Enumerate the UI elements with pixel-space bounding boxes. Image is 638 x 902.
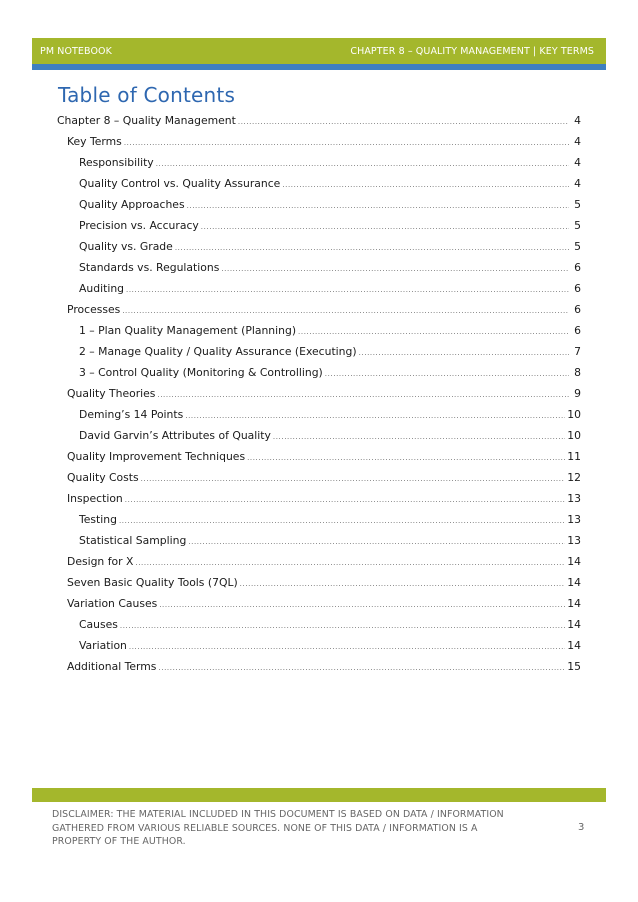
toc-entry-label: Causes	[79, 618, 118, 631]
toc-entry-label: Chapter 8 – Quality Management	[57, 114, 236, 127]
header-left-label: PM NOTEBOOK	[40, 45, 112, 57]
toc-entry[interactable]	[57, 320, 581, 341]
toc-dot-leader	[120, 616, 565, 635]
toc-dot-leader	[126, 280, 569, 299]
toc-entry-label: David Garvin’s Attributes of Quality	[79, 429, 271, 442]
toc-entry[interactable]	[57, 278, 581, 299]
toc-entry-label: Deming’s 14 Points	[79, 408, 184, 421]
toc-entry-label: 1 – Plan Quality Management (Planning)	[79, 324, 297, 337]
toc-entry-page: 10	[567, 408, 581, 421]
toc-dot-leader	[185, 406, 565, 425]
toc-entry-label: Processes	[67, 303, 121, 316]
toc-entry-page: 14	[567, 618, 581, 631]
toc-entry-page: 14	[567, 597, 581, 610]
toc-dot-leader	[119, 511, 565, 530]
toc-entry-page: 5	[574, 240, 581, 253]
toc-entry-label: Quality Theories	[67, 387, 156, 400]
toc-entry[interactable]	[57, 215, 581, 236]
toc-entry[interactable]	[57, 383, 581, 404]
toc-entry-label: Variation	[79, 639, 127, 652]
toc-entry-page: 13	[567, 492, 581, 505]
toc-entry[interactable]	[57, 404, 581, 425]
toc-entry-label: Precision vs. Accuracy	[79, 219, 199, 232]
toc-dot-leader	[359, 343, 569, 362]
toc-entry[interactable]	[57, 425, 581, 446]
toc-dot-leader	[122, 301, 569, 320]
toc-entry[interactable]	[57, 509, 581, 530]
toc-entry[interactable]	[57, 257, 581, 278]
toc-dot-leader	[201, 217, 569, 236]
toc-entry-label: Statistical Sampling	[79, 534, 187, 547]
toc-entry-page: 6	[574, 282, 581, 295]
toc-entry[interactable]	[57, 110, 581, 131]
toc-entry-label: 2 – Manage Quality / Quality Assurance (Executing)	[79, 345, 357, 358]
toc-entry-label: Additional Terms	[67, 660, 157, 673]
toc-entry[interactable]	[57, 467, 581, 488]
toc-entry-label: Standards vs. Regulations	[79, 261, 220, 274]
toc-entry[interactable]	[57, 152, 581, 173]
toc-dot-leader	[221, 259, 569, 278]
toc-entry-label: Responsibility	[79, 156, 154, 169]
toc-entry[interactable]	[57, 572, 581, 593]
toc-dot-leader	[273, 427, 565, 446]
toc-entry[interactable]	[57, 362, 581, 383]
toc-dot-leader	[141, 469, 566, 488]
toc-dot-leader	[158, 658, 565, 677]
toc-entry-page: 6	[574, 261, 581, 274]
toc-dot-leader	[282, 175, 569, 194]
page-number: 3	[578, 822, 585, 833]
toc-dot-leader	[247, 448, 565, 467]
toc-entry-page: 4	[574, 177, 581, 190]
toc-entry[interactable]	[57, 341, 581, 362]
page-header	[32, 38, 606, 64]
toc-entry-page: 4	[574, 114, 581, 127]
toc-entry-page: 6	[574, 303, 581, 316]
toc-dot-leader	[129, 637, 565, 656]
toc-entry[interactable]	[57, 593, 581, 614]
toc-title: Table of Contents	[58, 83, 236, 107]
toc-dot-leader	[157, 385, 569, 404]
header-right-label: CHAPTER 8 – QUALITY MANAGEMENT | KEY TERMS	[350, 45, 594, 57]
toc-entry-page: 14	[567, 576, 581, 589]
toc-entry-label: Inspection	[67, 492, 123, 505]
toc-entry[interactable]	[57, 194, 581, 215]
toc-dot-leader	[156, 154, 569, 173]
toc-entry[interactable]	[57, 488, 581, 509]
toc-entry[interactable]	[57, 131, 581, 152]
toc-dot-leader	[187, 196, 569, 215]
toc-list	[57, 110, 581, 677]
toc-entry-page: 5	[574, 219, 581, 232]
toc-entry-page: 6	[574, 324, 581, 337]
toc-entry-page: 5	[574, 198, 581, 211]
toc-entry-label: Quality vs. Grade	[79, 240, 173, 253]
toc-dot-leader	[159, 595, 565, 614]
toc-entry-page: 4	[574, 156, 581, 169]
toc-entry-page: 15	[567, 660, 581, 673]
toc-entry-page: 7	[574, 345, 581, 358]
toc-entry-label: Quality Improvement Techniques	[67, 450, 246, 463]
toc-dot-leader	[238, 112, 569, 131]
toc-entry-page: 11	[567, 450, 581, 463]
toc-entry-label: Seven Basic Quality Tools (7QL)	[67, 576, 238, 589]
toc-entry[interactable]	[57, 299, 581, 320]
footer-disclaimer: DISCLAIMER: THE MATERIAL INCLUDED IN THIS DOCUMENT IS BASED ON DATA / INFORMATION GATHERED FROM VARIOUS RELIABLE SOURCES. NONE OF THIS DATA / INFORMATION IS A PROPERTY OF THE AUTHOR.	[52, 809, 504, 847]
toc-entry[interactable]	[57, 173, 581, 194]
toc-entry-page: 8	[574, 366, 581, 379]
toc-entry-label: Quality Control vs. Quality Assurance	[79, 177, 281, 190]
toc-dot-leader	[325, 364, 569, 383]
toc-dot-leader	[125, 490, 565, 509]
toc-entry-label: Key Terms	[67, 135, 122, 148]
toc-entry-page: 14	[567, 639, 581, 652]
toc-dot-leader	[188, 532, 565, 551]
toc-entry-label: 3 – Control Quality (Monitoring & Controlling)	[79, 366, 323, 379]
header-rule	[32, 64, 606, 70]
toc-entry-label: Auditing	[79, 282, 125, 295]
toc-entry-label: Testing	[79, 513, 117, 526]
toc-dot-leader	[124, 133, 569, 152]
toc-entry-page: 13	[567, 513, 581, 526]
toc-entry[interactable]	[57, 656, 581, 677]
toc-dot-leader	[175, 238, 569, 257]
toc-entry-label: Design for X	[67, 555, 134, 568]
toc-entry[interactable]	[57, 551, 581, 572]
toc-entry-page: 12	[567, 471, 581, 484]
toc-entry-page: 4	[574, 135, 581, 148]
footer-rule	[32, 788, 606, 802]
toc-dot-leader	[135, 553, 565, 572]
toc-entry[interactable]	[57, 635, 581, 656]
toc-entry[interactable]	[57, 446, 581, 467]
toc-entry-page: 13	[567, 534, 581, 547]
toc-entry-page: 14	[567, 555, 581, 568]
toc-dot-leader	[298, 322, 569, 341]
toc-entry[interactable]	[57, 530, 581, 551]
toc-dot-leader	[240, 574, 566, 593]
toc-entry[interactable]	[57, 236, 581, 257]
toc-entry-label: Quality Costs	[67, 471, 139, 484]
toc-entry-label: Quality Approaches	[79, 198, 185, 211]
toc-entry-label: Variation Causes	[67, 597, 158, 610]
toc-entry[interactable]	[57, 614, 581, 635]
toc-entry-page: 10	[567, 429, 581, 442]
toc-entry-page: 9	[574, 387, 581, 400]
